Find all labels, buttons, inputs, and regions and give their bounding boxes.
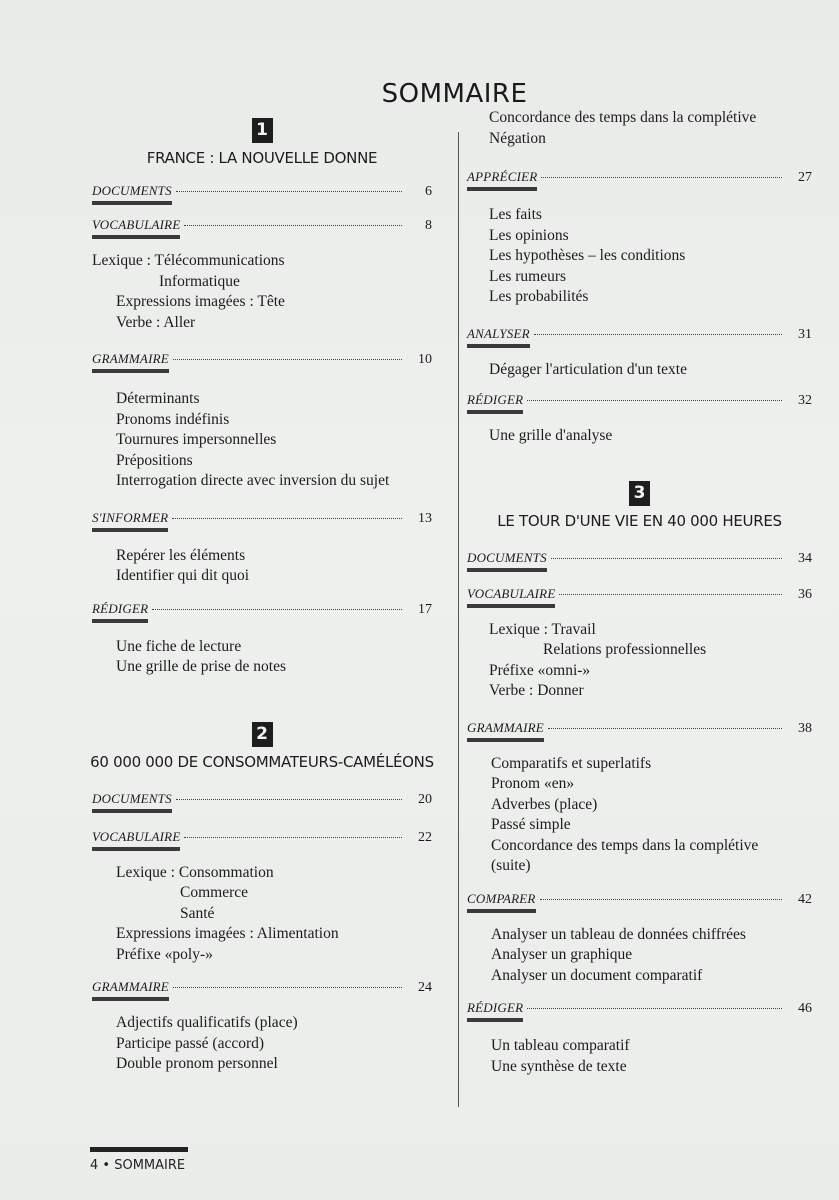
dot-leader: [152, 608, 402, 610]
topic-item: Verbe : Donner: [489, 682, 584, 699]
section-label: S'INFORMER: [92, 509, 169, 525]
dot-leader: [559, 593, 782, 595]
topic-item: Un tableau comparatif: [491, 1037, 630, 1054]
page-number: 34: [798, 550, 812, 566]
topic-list: [467, 205, 812, 308]
topic-item: Verbe : Aller: [116, 313, 196, 331]
section-label: GRAMMAIRE: [92, 979, 169, 994]
topic-item: Prépositions: [116, 451, 193, 469]
topic-item: Passé simple: [491, 816, 571, 833]
topic-item: Double pronom personnel: [116, 1055, 278, 1072]
topic-item: Tournures impersonnelles: [116, 431, 277, 448]
toc-entry-grammaire[interactable]: [92, 979, 432, 1001]
topic-item: Une grille d'analyse: [489, 427, 613, 444]
topic-list: [467, 1036, 812, 1077]
toc-entry-sinformer[interactable]: [92, 510, 432, 532]
topic-item: Concordance des temps dans la complétive: [489, 109, 757, 126]
topic-item: Interrogation directe avec inversion du sujet: [116, 472, 390, 489]
section-label: VOCABULAIRE: [92, 828, 181, 844]
topic-list: [467, 925, 812, 987]
unit-number-badge: 2: [252, 722, 273, 747]
topic-item: Lexique : Télécommunications: [92, 252, 285, 269]
page-number: 24: [418, 980, 432, 995]
topic-item: Participe passé (accord): [116, 1034, 265, 1052]
dot-leader: [184, 836, 402, 838]
section-label: APPRÉCIER: [467, 169, 538, 184]
unit-number-badge: 3: [629, 481, 650, 506]
section-label: GRAMMAIRE: [467, 719, 544, 735]
topic-item: Déterminants: [116, 390, 200, 407]
topic-list: [467, 620, 812, 702]
dot-leader: [534, 333, 782, 335]
topic-item: Informatique: [159, 272, 240, 290]
topic-item: Pronom «en»: [491, 775, 575, 792]
topic-item: Analyser un graphique: [491, 946, 633, 963]
right-column: [467, 108, 812, 1077]
topic-item: Santé: [180, 904, 215, 922]
topic-list: [92, 637, 432, 678]
page-number: 27: [798, 170, 812, 185]
topic-item: Les opinions: [489, 226, 569, 244]
topic-list: [467, 360, 812, 381]
topic-item: Comparatifs et superlatifs: [491, 754, 652, 772]
toc-entry-analyser[interactable]: [467, 326, 812, 348]
unit-title: LE TOUR D'UNE VIE EN 40 000 HEURES: [497, 511, 782, 530]
section-label: DOCUMENTS: [467, 549, 547, 565]
toc-entry-rediger[interactable]: [467, 1000, 812, 1022]
unit-title: FRANCE : LA NOUVELLE DONNE: [146, 149, 378, 167]
topic-item: Expressions imagées : Tête: [116, 293, 285, 310]
dot-leader: [173, 358, 402, 360]
page-number: 20: [418, 791, 432, 807]
section-label: ANALYSER: [467, 325, 530, 341]
toc-entry-vocabulaire[interactable]: [92, 217, 432, 239]
dot-leader: [184, 224, 402, 226]
toc-entry-vocabulaire[interactable]: [467, 586, 812, 608]
topic-list: [92, 1013, 432, 1075]
dot-leader: [176, 190, 402, 192]
topic-item: Adverbes (place): [491, 795, 598, 813]
page-number: 17: [418, 601, 432, 617]
topic-list: [92, 251, 432, 333]
dot-leader: [172, 517, 402, 519]
toc-entry-grammaire[interactable]: [467, 720, 812, 742]
dot-leader: [527, 399, 782, 401]
page-number: 36: [798, 586, 812, 602]
unit-title: 60 000 000 DE CONSOMMATEURS-CAMÉLÉONS: [90, 752, 434, 771]
topic-item: Une synthèse de texte: [491, 1057, 627, 1075]
page-number: 6: [425, 184, 432, 199]
toc-entry-grammaire[interactable]: [92, 351, 432, 373]
topic-item: Expressions imagées : Alimentation: [116, 925, 339, 942]
page-number: 22: [418, 829, 432, 845]
toc-entry-vocabulaire[interactable]: [92, 829, 432, 851]
toc-entry-apprecier[interactable]: [467, 169, 812, 191]
topic-item: Repérer les éléments: [116, 546, 246, 564]
topic-item: Les hypothèses – les conditions: [489, 247, 686, 264]
section-label: VOCABULAIRE: [92, 217, 181, 232]
topic-item: Négation: [489, 129, 546, 147]
topic-list: [92, 863, 432, 966]
dot-leader: [551, 557, 782, 559]
toc-entry-documents[interactable]: [92, 183, 432, 205]
topic-item: Lexique : Consommation: [116, 863, 274, 881]
section-label: COMPARER: [467, 890, 536, 906]
unit-1-header: [92, 118, 432, 167]
topic-item: Relations professionnelles: [543, 641, 707, 658]
toc-entry-rediger[interactable]: [467, 392, 812, 414]
topic-item: Lexique : Travail: [489, 620, 596, 638]
page-number: 31: [798, 326, 812, 342]
toc-entry-comparer[interactable]: [467, 891, 812, 913]
topic-item: Une grille de prise de notes: [116, 658, 287, 675]
section-label: GRAMMAIRE: [92, 351, 169, 366]
section-label: RÉDIGER: [467, 1000, 524, 1015]
topic-item: Dégager l'articulation d'un texte: [489, 360, 687, 378]
section-label: VOCABULAIRE: [467, 585, 556, 601]
page-number: 10: [418, 352, 432, 367]
page-number: 38: [798, 720, 812, 736]
page-footer: 4 • SOMMAIRE: [90, 1158, 186, 1173]
topic-list: [467, 754, 812, 877]
topic-item: Les rumeurs: [489, 267, 567, 285]
dot-leader: [548, 727, 782, 729]
unit-number-badge: 1: [252, 118, 273, 143]
page-number: 8: [425, 218, 432, 233]
section-label: DOCUMENTS: [92, 183, 172, 198]
topic-item: (suite): [491, 857, 531, 874]
toc-entry-rediger[interactable]: [92, 601, 432, 623]
topic-item: Commerce: [180, 884, 249, 901]
topic-list-continued: [467, 108, 812, 149]
footer-rule: [90, 1147, 188, 1152]
topic-item: Pronoms indéfinis: [116, 410, 230, 428]
page-number: 42: [798, 891, 812, 907]
section-label: DOCUMENTS: [92, 790, 172, 806]
topic-item: Concordance des temps dans la complétive: [491, 836, 759, 854]
topic-item: Analyser un document comparatif: [491, 966, 703, 984]
page-number: 46: [798, 1001, 812, 1016]
page-number: 32: [798, 393, 812, 408]
toc-entry-documents[interactable]: [467, 550, 812, 572]
topic-item: Préfixe «poly-»: [116, 945, 213, 963]
toc-entry-documents[interactable]: [92, 791, 432, 813]
topic-item: Les probabilités: [489, 288, 589, 305]
dot-leader: [540, 898, 782, 900]
section-label: RÉDIGER: [92, 600, 149, 616]
topic-list: [467, 426, 812, 447]
topic-item: Une fiche de lecture: [116, 637, 242, 655]
column-divider: [458, 132, 459, 1107]
dot-leader: [527, 1007, 782, 1009]
left-column: [92, 118, 432, 1075]
topic-item: Analyser un tableau de données chiffrées: [491, 925, 746, 943]
topic-item: Identifier qui dit quoi: [116, 567, 250, 584]
topic-list: [92, 546, 432, 587]
topic-item: Préfixe «omni-»: [489, 661, 591, 679]
topic-item: Adjectifs qualificatifs (place): [116, 1014, 298, 1031]
section-label: RÉDIGER: [467, 392, 524, 407]
page-title: SOMMAIRE: [381, 79, 528, 110]
unit-2-header: [92, 722, 432, 771]
dot-leader: [541, 176, 782, 178]
topic-item: Les faits: [489, 206, 542, 223]
dot-leader: [173, 986, 402, 988]
page-number: 13: [418, 510, 432, 526]
topic-list: [92, 389, 432, 492]
dot-leader: [176, 798, 402, 800]
unit-3-header: [467, 481, 812, 530]
